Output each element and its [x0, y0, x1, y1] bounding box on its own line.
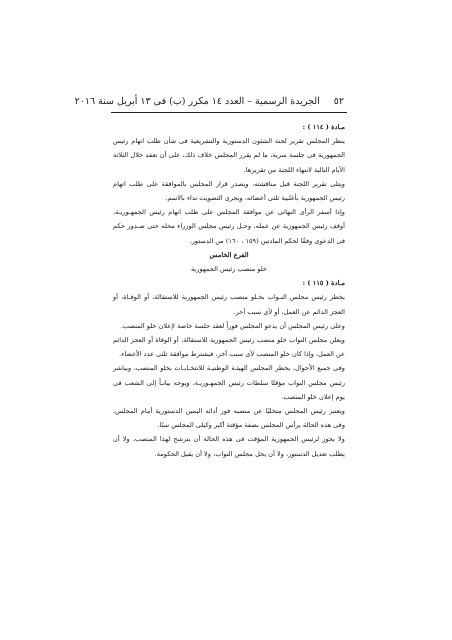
document-body: [113, 120, 345, 461]
paragraph: وفى جميع الأحوال، يخطر المجلس الهيئـة الوطنيـة للانتخـابـات بخلو المنصب، ويباشر رئيس مجلس النواب مؤقتًا سلطات رئيس الجمهـوريـة، ويوجه بيانـاً إلى الشعب فى يوم إعلان خلو المنصب.: [113, 364, 345, 401]
article-heading: مـادة ( ١١٥ ) :: [302, 279, 345, 288]
header-rule: [111, 112, 347, 113]
paragraph: ينظر المجلس تقرير لجنة الشئون الدستورية والتشريعية فى شأن طلب اتهام رئيس الجمهورية فى جلسة سرية، ما لم يقرر المجلس خلاف ذلك، على أن تعقد خلال الثلاثة الأيام التالية لانتهاء اللجنة من تقريرها.: [113, 137, 345, 174]
paragraph: ويتلى تقرير اللجنة قبل مناقشته، ويصدر قرار المجلس بالموافقة على طلب اتهام رئيس الجمهورية بأغلبية ثلثى أعضائه، ويجرى التصويت نداء بالاسم.: [113, 179, 345, 203]
article-heading: مـادة ( ١١٤ ) :: [302, 123, 345, 131]
paragraph: ويعلن مجلس النواب خلو منصب رئيس الجمهورية للاستقالة، أو الوفاة أو العجز الدائم عن العمل، وإذا كان خلو المنصب لأى سبب آخر، فيشترط موافقة ثلثى عدد الأعضاء.: [113, 336, 345, 359]
page-header: [74, 96, 344, 108]
running-title: الجريدة الرسمية – العدد ١٤ مكرر (ب) فى ١٣ أبريل سنة ٢٠١٦: [74, 96, 320, 107]
paragraph: يخطر رئيس مجلس النـواب بخـلو منصب رئيس الجمهورية للاستقالة، أو الوفـاة، أو العجز الدائم عن العمل، أو لأى سبب آخر.: [113, 293, 345, 316]
paragraph: ولا يجوز لرئيس الجمهورية المؤقت فى هذه الحالة أن يترشح لهذا المنصب، ولا أن يطلب تعديل الدستور، ولا أن يحل مجلس النواب، ولا أن يقيل الحكومة.: [113, 435, 345, 458]
paragraph: ويعتبر رئيس المجلس متخليًا عن منصبه فور أدائه اليمين الدستورية أمام المجلس، وفى هذه الحالة يرأس المجلس بصفة مؤقتة أكبر وكيلى المجلس سنًا.: [113, 407, 345, 430]
section-title: الفرع الخامس: [209, 250, 249, 259]
section-subtitle: خلو منصب رئيس الجمهورية: [191, 265, 267, 274]
paragraph: وإذا أسفر الرأى النهائى عن موافقة المجلس على طلب اتهام رئيس الجمهـوريـة، أوقف رئيس الجمهورية عن عمله، وحـل رئيس مجلس الوزراء محله حتى صـدور حكم فى الدعوى وفقًا لحكم المادتين (١٥٩ ، ١٦٠) من الدستور.: [113, 208, 345, 245]
paragraph: وعلى رئيس المجلس أن يدعو المجلس فوراً لعقد جلسة خاصة لإعلان خلو المنصب.: [120, 321, 345, 330]
page-number: ٥٢: [333, 96, 344, 107]
